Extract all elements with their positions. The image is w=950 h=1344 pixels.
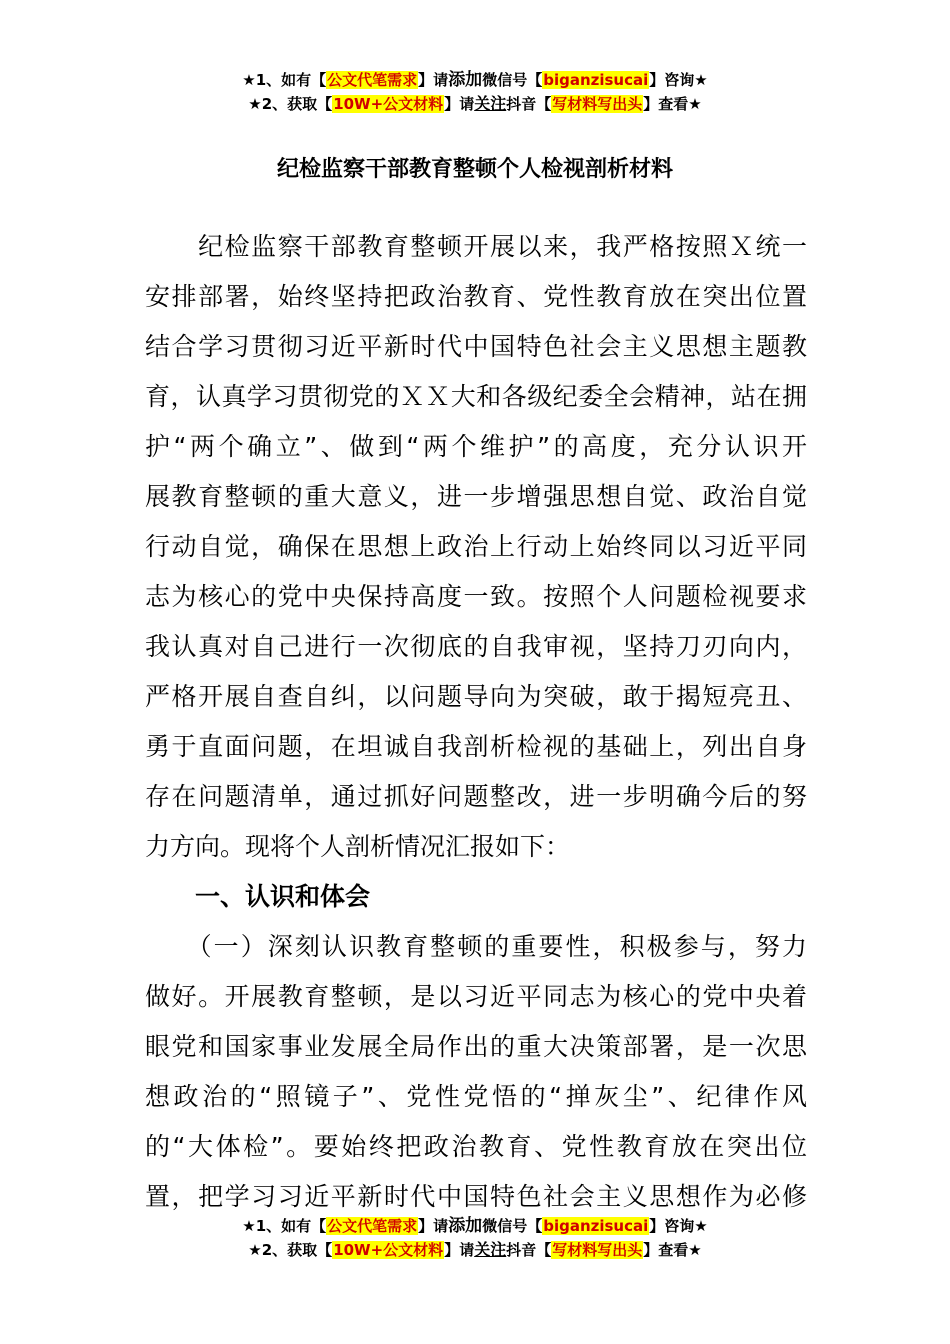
banner-emphasis: 添加 (448, 1216, 483, 1236)
banner-text: 】咨询★ (649, 71, 708, 89)
banner-text: ★2、获取【 (248, 95, 333, 113)
body-line: 置，把学习习近平新时代中国特色社会主义思想作为必修 (145, 1182, 807, 1211)
banner-text: 】咨询★ (649, 1217, 708, 1235)
body-line: 做好。开展教育整顿，是以习近平同志为核心的党中央着 (145, 982, 807, 1011)
header-banner (0, 68, 950, 116)
section-heading: 一、认识和体会 (195, 882, 371, 911)
banner-text: 】查看★ (643, 1241, 702, 1259)
banner-highlight: biganzisucai (543, 71, 649, 89)
banner-text: ★2、获取【 (248, 1241, 333, 1259)
banner-line-1 (0, 1214, 950, 1238)
banner-text: 】请 (444, 1241, 475, 1259)
banner-text: ★1、如有【 (242, 71, 327, 89)
body-line: 我认真对自己进行一次彻底的自我审视，坚持刀刃向内， (145, 632, 807, 661)
banner-text: 微信号【 (482, 71, 543, 89)
banner-highlight: 写材料写出头 (552, 95, 643, 113)
banner-emphasis: 添加 (448, 70, 483, 90)
footer-banner (0, 1214, 950, 1262)
body-line: 志为核心的党中央保持高度一致。按照个人问题检视要求 (145, 582, 807, 611)
banner-line-2 (0, 92, 950, 116)
banner-text: 】请 (418, 71, 449, 89)
body-line: 力方向。现将个人剖析情况汇报如下： (145, 832, 571, 861)
banner-text: 】查看★ (643, 95, 702, 113)
body-line: 想政治的“照镜子”、党性党悟的“掸灰尘”、纪律作风 (145, 1082, 807, 1111)
banner-text: 】请 (444, 95, 475, 113)
banner-text: 微信号【 (482, 1217, 543, 1235)
body-line: 展教育整顿的重大意义，进一步增强思想自觉、政治自觉 (145, 482, 807, 511)
body-line: （一）深刻认识教育整顿的重要性，积极参与，努力 (145, 932, 807, 961)
banner-highlight: biganzisucai (543, 1217, 649, 1235)
body-line: 存在问题清单，通过抓好问题整改，进一步明确今后的努 (145, 782, 807, 811)
body-line: 育，认真学习贯彻党的ＸＸ大和各级纪委全会精神，站在拥 (145, 382, 807, 411)
banner-text: 抖音【 (506, 95, 552, 113)
banner-text: 】请 (418, 1217, 449, 1235)
body-line: 眼党和国家事业发展全局作出的重大决策部署，是一次思 (145, 1032, 807, 1061)
banner-emphasis: 关注 (474, 1240, 507, 1259)
banner-line-2 (0, 1238, 950, 1262)
banner-highlight: 10W+公文材料 (333, 95, 444, 113)
banner-highlight: 写材料写出头 (552, 1241, 643, 1259)
body-line: 纪检监察干部教育整顿开展以来，我严格按照Ｘ统一 (145, 232, 807, 261)
banner-highlight: 公文代笔需求 (327, 1217, 418, 1235)
body-line: 行动自觉，确保在思想上政治上行动上始终同以习近平同 (145, 532, 807, 561)
document-body (145, 222, 807, 1222)
banner-highlight: 10W+公文材料 (333, 1241, 444, 1259)
body-line: 护“两个确立”、做到“两个维护”的高度，充分认识开 (145, 432, 807, 461)
body-line: 严格开展自查自纠，以问题导向为突破，敢于揭短亮丑、 (145, 682, 807, 711)
banner-emphasis: 关注 (474, 94, 507, 113)
banner-text: 抖音【 (506, 1241, 552, 1259)
banner-highlight: 公文代笔需求 (327, 71, 418, 89)
body-line: 安排部署，始终坚持把政治教育、党性教育放在突出位置 (145, 282, 807, 311)
body-line: 结合学习贯彻习近平新时代中国特色社会主义思想主题教 (145, 332, 807, 361)
banner-line-1 (0, 68, 950, 92)
banner-text: ★1、如有【 (242, 1217, 327, 1235)
body-line: 的“大体检”。要始终把政治教育、党性教育放在突出位 (145, 1132, 807, 1161)
body-line: 勇于直面问题，在坦诚自我剖析检视的基础上，列出自身 (145, 732, 807, 761)
document-title: 纪检监察干部教育整顿个人检视剖析材料 (276, 157, 673, 182)
